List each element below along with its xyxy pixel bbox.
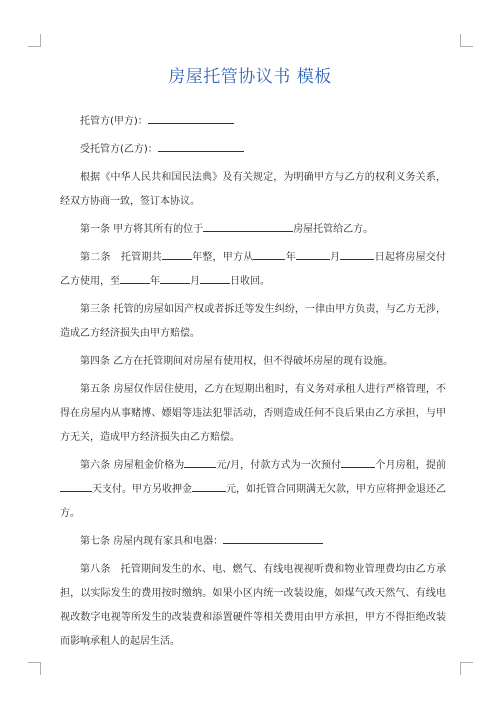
crop-mark-bottom-left — [28, 662, 41, 675]
prepay-months-blank[interactable] — [341, 457, 375, 468]
party-b-line — [60, 138, 446, 162]
article-2-text-c: 年 — [285, 252, 296, 263]
article-5: 第五条 房屋仅作居住使用，乙方在短期出租时，有义务对承租人进行严格管理，不得在房屋内从事赌博、嫖娼等违法犯罪活动，否则造成任何不良后果由乙方承担，与甲方无关，造成甲方经济损失由乙方赔偿。 — [60, 384, 446, 443]
article-1-text-a: 第一条 甲方将其所有的位于 — [80, 224, 204, 235]
party-b-label: 受托管方(乙方)： — [80, 144, 158, 155]
end-year-blank[interactable] — [120, 273, 150, 284]
article-1 — [60, 218, 446, 242]
article-6-text-d: 天支付。甲方另收押金 — [92, 484, 192, 495]
advance-days-blank[interactable] — [60, 481, 92, 492]
party-a-label: 托管方(甲方)： — [80, 116, 148, 127]
intro-paragraph: 根据《中华人民共和国民法典》及有关规定，为明确甲方与乙方的权利义务关系，经双方协商一致，签订本协议。 — [60, 172, 446, 207]
article-2 — [60, 246, 446, 294]
article-2-text-f: 年 — [150, 276, 160, 287]
crop-mark-top-right — [460, 34, 473, 47]
article-2-text-h: 日收回。 — [230, 276, 270, 287]
deposit-amount-blank[interactable] — [192, 481, 226, 492]
article-2-text-g: 月 — [190, 276, 200, 287]
property-location-blank[interactable] — [203, 221, 293, 232]
furniture-list-blank[interactable] — [223, 533, 323, 544]
article-2-text-e: 日起将房屋交付乙方使用，至 — [60, 252, 447, 287]
article-1-text-b: 房屋托管给乙方。 — [293, 224, 374, 235]
article-8: 第八条 托管期间发生的水、电、燃气、有线电视视听费和物业管理费均由乙方承担，以实际发生的费用按时缴纳。如果小区内统一改装设施，如煤气改天然气、有线电视改数字电视等所发生的改装费和添置硬件等相关费用由甲方承担，甲方不得拒绝改装而影响承租人的起居生活。 — [60, 564, 446, 647]
article-2-text-b: 年整，甲方从 — [191, 252, 254, 263]
article-6 — [60, 454, 446, 526]
article-6-text-e: 元，如托管合同期满无欠款，甲方应将押金退还乙方。 — [60, 484, 446, 519]
start-month-blank[interactable] — [296, 249, 330, 260]
start-year-blank[interactable] — [253, 249, 285, 260]
end-day-blank[interactable] — [200, 273, 230, 284]
party-b-blank[interactable] — [158, 141, 244, 152]
article-2-text-d: 月 — [329, 252, 341, 263]
article-7 — [60, 530, 446, 554]
party-a-line — [60, 110, 446, 134]
crop-mark-bottom-right — [460, 662, 473, 675]
document-title: 房屋托管协议书 模板 — [168, 67, 332, 87]
article-7-text: 第七条 房屋内现有家具和电器： — [80, 536, 224, 547]
article-2-text-a: 第二条 托管期共 — [80, 252, 162, 263]
document-body — [60, 110, 446, 658]
crop-mark-top-left — [28, 34, 41, 47]
article-6-text-c: 个月房租，提前 — [375, 460, 447, 471]
end-month-blank[interactable] — [160, 273, 190, 284]
rent-price-blank[interactable] — [184, 457, 216, 468]
term-years-blank[interactable] — [162, 249, 192, 260]
article-6-text-b: 元/月，付款方式为一次预付 — [216, 460, 342, 471]
article-4: 第四条 乙方在托管期间对房屋有使用权，但不得破坏房屋的现有设施。 — [80, 356, 394, 367]
start-day-blank[interactable] — [340, 249, 374, 260]
party-a-blank[interactable] — [148, 113, 234, 124]
article-3: 第三条 托管的房屋如因产权或者拆迁等发生纠纷，一律由甲方负责，与乙方无涉，造成乙方经济损失由甲方赔偿。 — [60, 304, 446, 339]
article-6-text-a: 第六条 房屋租金价格为 — [80, 460, 185, 471]
